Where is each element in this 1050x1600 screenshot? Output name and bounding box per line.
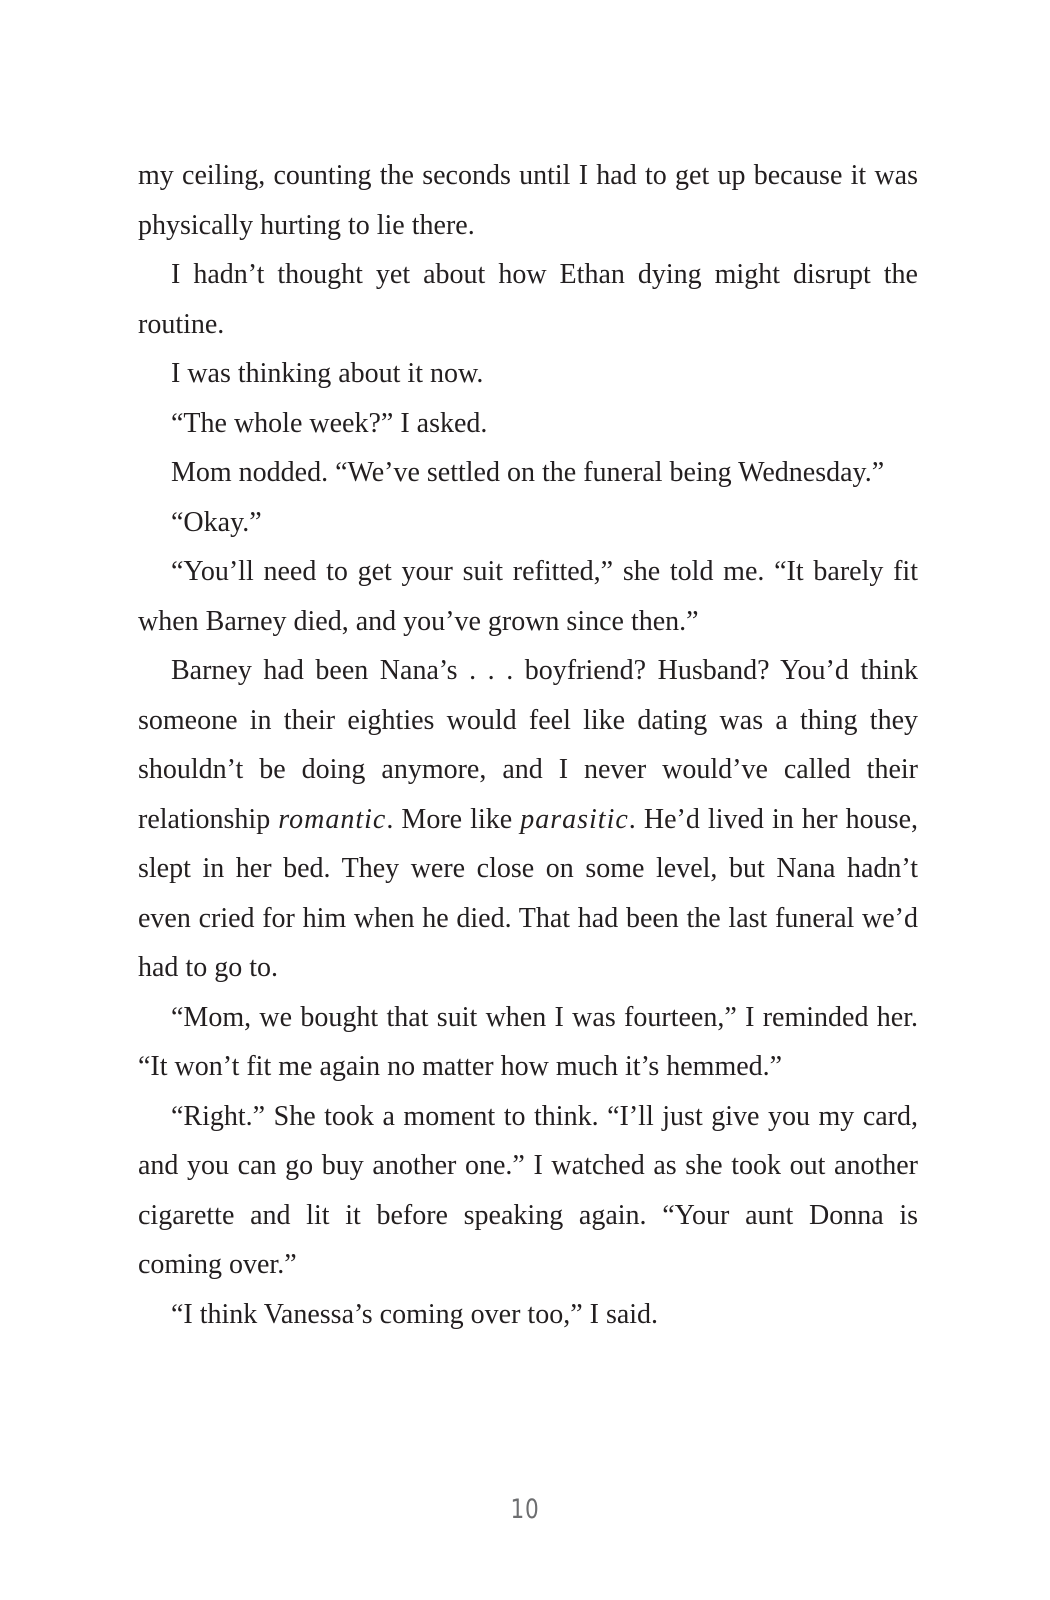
paragraph-7: “You’ll need to get your suit refitted,” she told me. “It barely fit when Barney died, and you’ve grown since then.” bbox=[138, 556, 918, 637]
paragraph-5: Mom nodded. “We’ve settled on the funeral being Wednesday.” bbox=[171, 457, 885, 488]
paragraph-6: “Okay.” bbox=[171, 506, 262, 538]
paragraph-8-text-c: . He’d lived in her house, slept in her bed. They were close on some level, but Nana hadn’t even cried for him when he died. That had been the last funeral we’d had to go to. bbox=[138, 803, 918, 983]
paragraph-8-text-a: Barney had been Nana’s . . . boyfriend? Husband? You’d think someone in their eighties would feel like dating was a thing they shouldn’t be doing anymore, and I never would’ve called their relationship bbox=[138, 655, 918, 835]
paragraph-1: my ceiling, counting the seconds until I had to get up because it was physically hurting to lie there. bbox=[138, 160, 918, 241]
page-number: 10 bbox=[510, 1494, 540, 1525]
paragraph-8-text-b: . More like bbox=[386, 803, 521, 835]
paragraph-9: “Mom, we bought that suit when I was fourteen,” I reminded her. “It won’t fit me again no matter how much it’s hemmed.” bbox=[138, 1001, 918, 1082]
emphasis-parasitic: parasitic bbox=[520, 803, 629, 835]
paragraph-10: “Right.” She took a moment to think. “I’ll just give you my card, and you can go buy another one.” I watched as she took out another cigarette and lit it before speaking again. “Your aunt Donna is coming over.” bbox=[138, 1100, 918, 1280]
paragraph-3: I was thinking about it now. bbox=[171, 358, 484, 389]
paragraph-8 bbox=[138, 646, 918, 993]
paragraph-11: “I think Vanessa’s coming over too,” I said. bbox=[171, 1298, 659, 1330]
paragraph-4: “The whole week?” I asked. bbox=[171, 407, 488, 439]
body-text bbox=[138, 151, 918, 1339]
paragraph-2: I hadn’t thought yet about how Ethan dying might disrupt the routine. bbox=[138, 259, 918, 340]
emphasis-romantic: romantic bbox=[278, 803, 387, 835]
